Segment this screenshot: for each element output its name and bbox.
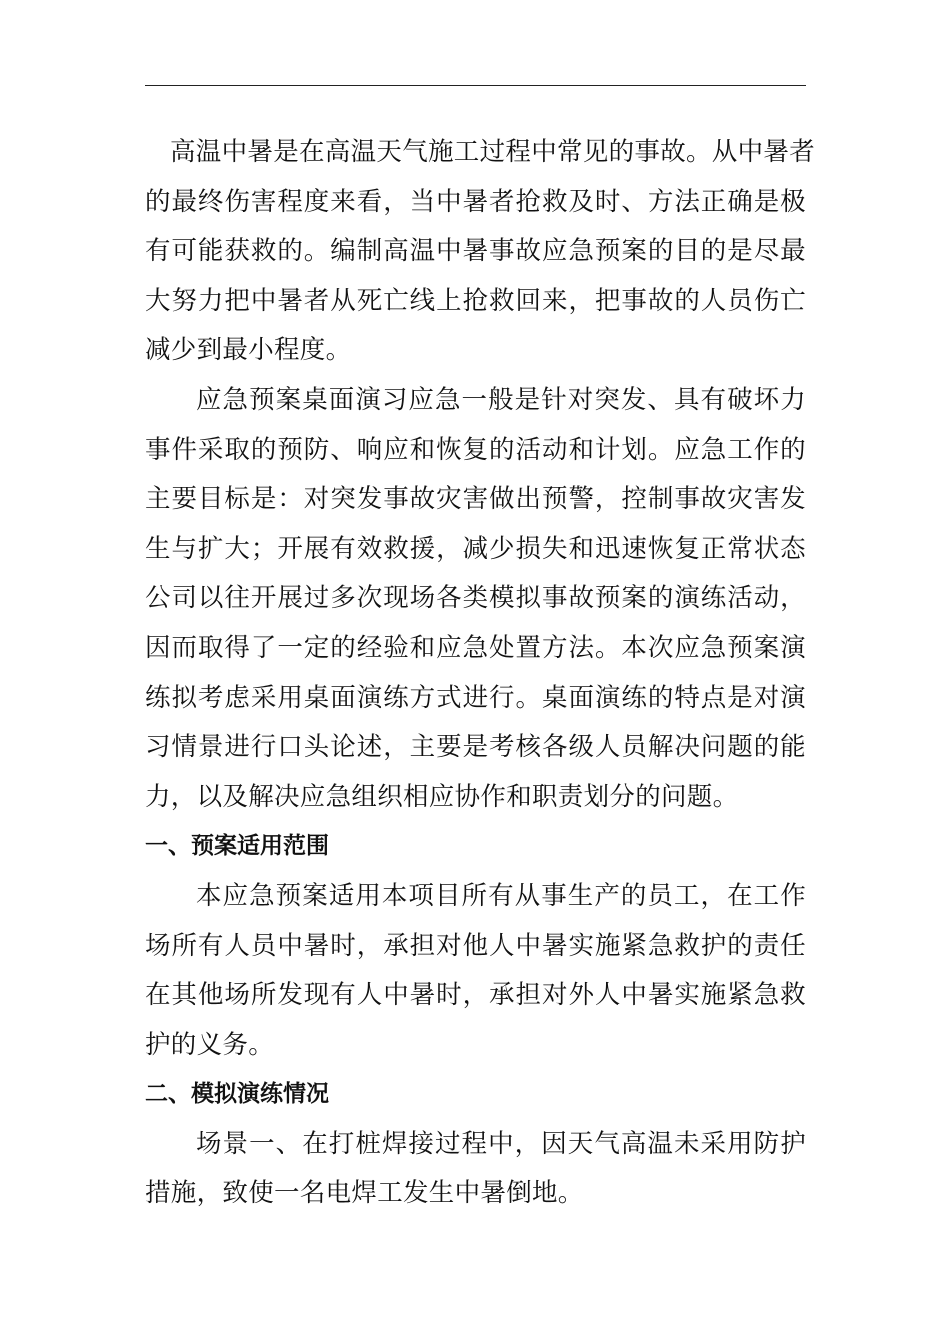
text-line: 场景一、在打桩焊接过程中，因天气高温未采用防护	[196, 1128, 806, 1159]
text-line: 公司以往开展过多次现场各类模拟事故预案的演练活动，	[145, 583, 806, 614]
paragraph-scope	[145, 872, 806, 1070]
text-line: 主要目标是：对突发事故灾害做出预警，控制事故灾害发	[145, 484, 806, 515]
text-line: 高温中暑是在高温天气施工过程中常见的事故。从中暑者	[170, 137, 816, 167]
text-line: 因而取得了一定的经验和应急处置方法。本次应急预案演	[145, 632, 806, 663]
text-line: 力，以及解决应急组织相应协作和职责划分的问题。	[145, 781, 739, 812]
paragraph-scenario	[145, 1120, 806, 1219]
text-line: 生与扩大；开展有效救援，减少损失和迅速恢复正常状态	[145, 533, 806, 564]
text-line: 场所有人员中暑时，承担对他人中暑实施紧急救护的责任	[145, 930, 806, 961]
text-line: 练拟考虑采用桌面演练方式进行。桌面演练的特点是对演	[145, 682, 806, 713]
text-line: 习情景进行口头论述，主要是考核各级人员解决问题的能	[145, 732, 806, 763]
header-rule	[145, 85, 806, 86]
text-line: 措施，致使一名电焊工发生中暑倒地。	[145, 1178, 584, 1209]
section-heading-scope: 一、预案适用范围	[145, 833, 329, 860]
text-line: 大努力把中暑者从死亡线上抢救回来，把事故的人员伤亡	[145, 285, 806, 316]
text-line: 的最终伤害程度来看，当中暑者抢救及时、方法正确是极	[145, 186, 806, 217]
text-line: 护的义务。	[145, 1029, 275, 1060]
text-line: 本应急预案适用本项目所有从事生产的员工，在工作	[196, 880, 806, 911]
text-line: 事件采取的预防、响应和恢复的活动和计划。应急工作的	[145, 434, 806, 465]
text-line: 在其他场所发现有人中暑时，承担对外人中暑实施紧急救	[145, 980, 806, 1011]
text-line: 应急预案桌面演习应急一般是针对突发、具有破坏力	[196, 384, 806, 415]
section-heading-drill-scenario: 二、模拟演练情况	[145, 1081, 329, 1108]
text-line: 减少到最小程度。	[145, 335, 352, 366]
document-body	[145, 128, 816, 1219]
paragraph-drill	[145, 376, 806, 822]
paragraph-intro	[145, 128, 816, 376]
text-line: 有可能获救的。编制高温中暑事故应急预案的目的是尽最	[145, 236, 806, 267]
